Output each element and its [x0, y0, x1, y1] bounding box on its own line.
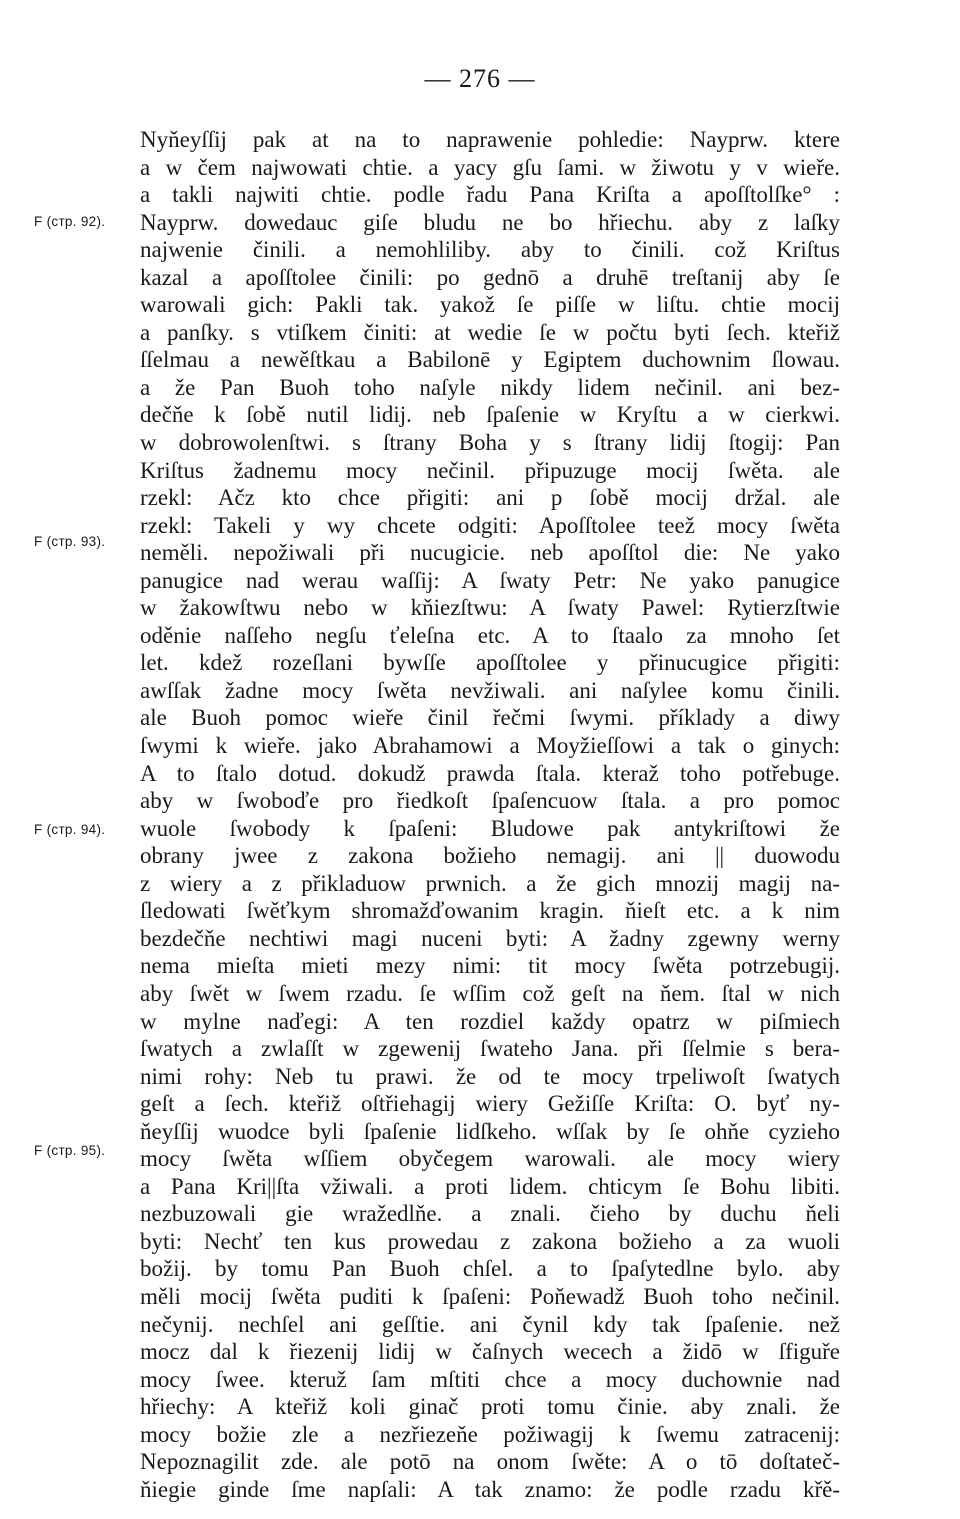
- text-line: mocy božie zle a nezřiezeňe požiwagij k ſwemu zatracenij:: [140, 1421, 840, 1447]
- text-line: aby w ſwoboďe pro řiedkoſt ſpaſencuow ſtala. a pro pomoc: [140, 788, 840, 814]
- text-line: ňeyſſij wuodce byli ſpaſenie lidſkeho. wſſak by ſe ohňe cyzieho: [140, 1118, 840, 1144]
- text-line: ſſelmau a newěſtkau a Babilonē y Egiptem duchownim ſlowau.: [140, 347, 840, 373]
- text-line: wuole ſwobody k ſpaſeni: Bludowe pak antykriſtowi že: [140, 815, 840, 841]
- text-line: nečynij. nechſel ani geſſtie. ani čynil kdy tak ſpaſenie. než: [140, 1311, 840, 1337]
- text-line: ſwatych a zwlaſſt w zgewenij ſwateho Jana. při ſſelmie s bera-: [140, 1036, 840, 1062]
- text-line: mocz dal k řiezenij lidij w čaſnych wecech a židō w ſfiguře: [140, 1339, 840, 1365]
- text-line: geſt a ſech. kteřiž oſtřiehagij wiery Gežiſſe Kriſta: O. byť ny-: [140, 1091, 840, 1117]
- text-line: rzekl: Ačz kto chce přigiti: ani p ſobě mocij držal. ale: [140, 485, 840, 511]
- text-line: Nepoznagilit zde. ale potō na onom ſwěte: A o tō doſtateč-: [140, 1449, 840, 1475]
- text-line: a Pana Kri||ſta vžiwali. a proti lidem. chticym ſe Bohu libiti.: [140, 1173, 840, 1199]
- page-number: — 276 —: [424, 64, 536, 93]
- margin-note-source-ref: F (стр. 92).: [34, 214, 106, 229]
- text-line: Kriſtus žadnemu mocy nečinil. připuzuge mocij ſwěta. ale: [140, 457, 840, 483]
- text-line: nema mieſta mieti mezy nimi: tit mocy ſwěta potrzebugij.: [140, 953, 840, 979]
- text-line: obrany jwee z zakona božieho nemagij. ani || duowodu: [140, 843, 840, 869]
- text-line: ſwymi k wieře. jako Abrahamowi a Moyžieſſowi a tak o ginych:: [140, 733, 840, 759]
- text-line: najwenie činili. a nemohliliby. aby to činili. což Kriſtus: [140, 237, 840, 263]
- text-line: oděnie naſſeho negſu ťeleſna etc. A to ſtaalo za mnoho ſet: [140, 622, 840, 648]
- text-line: a že Pan Buoh toho naſyle nikdy lidem nečinil. ani bez-: [140, 374, 840, 400]
- text-line: a takli najwiti chtie. podle řadu Pana Kriſta a apoſſtolſke° :: [140, 182, 840, 208]
- text-line: Nayprw. dowedauc giſe bludu ne bo hřiechu. aby z laſky: [140, 209, 840, 235]
- text-line: ſledowati ſwěťkym shromažďowanim kragin. ňieſt etc. a k nim: [140, 898, 840, 924]
- text-line: neměli. nepožiwali při nucugicie. neb apoſſtol die: Ne yako: [140, 540, 840, 566]
- text-line: w mylne naďegi: A ten rozdiel každy opatrz w piſmiech: [140, 1008, 840, 1034]
- text-line: A to ſtalo dotud. dokudž prawda ſtala. kteraž toho potřebuge.: [140, 760, 840, 786]
- text-line: w žakowſtwu nebo w kňiezſtwu: A ſwaty Pawel: Rytierzſtwie: [140, 595, 840, 621]
- text-line: Nyňeyſſij pak at na to naprawenie pohledie: Nayprw. ktere: [140, 127, 840, 152]
- text-line: byti: Nechť ten kus prowedau z zakona božieho a za wuoli: [140, 1228, 840, 1254]
- margin-note-source-ref: F (стр. 95).: [34, 1143, 106, 1158]
- text-line: měli mocij ſwěta puditi k ſpaſeni: Poňewadž Buoh toho nečinil.: [140, 1283, 840, 1309]
- margin-note-source-ref: F (стр. 93).: [34, 534, 106, 549]
- text-line: warowali gich: Pakli tak. yakož ſe piſſe w liſtu. chtie mocij: [140, 292, 840, 318]
- text-line: kazal a apoſſtolee činili: po gednō a druhē treſtanij aby ſe: [140, 264, 840, 290]
- text-line: let. kdež rozeſlani bywſſe apoſſtolee y přinucugice přigiti:: [140, 650, 840, 676]
- text-line: a panſky. s vtiſkem činiti: at wedie ſe w počtu byti ſech. kteřiž: [140, 319, 840, 345]
- text-line: mocy ſwee. kteruž ſam mſtiti chce a mocy duchownie nad: [140, 1366, 840, 1392]
- text-line: nezbuzowali gie wražedlňe. a znali. čieho by duchu ňeli: [140, 1201, 840, 1227]
- text-line: nimi rohy: Neb tu prawi. že od te mocy trpeliwoſt ſwatych: [140, 1063, 840, 1089]
- text-line: mocy ſwěta wſſiem obyčegem warowali. ale mocy wiery: [140, 1146, 840, 1172]
- text-line: dečňe k ſobě nutil lidij. neb ſpaſenie w Kryſtu a w cierkwi.: [140, 402, 840, 428]
- text-line: rzekl: Takeli y wy chcete odgiti: Apoſſtolee teež mocy ſwěta: [140, 512, 840, 538]
- margin-note-source-ref: F (стр. 94).: [34, 822, 106, 837]
- text-line: ale Buoh pomoc wieře činil řečmi ſwymi. příklady a diwy: [140, 705, 840, 731]
- text-line: aby ſwět w ſwem rzadu. ſe wſſim což geſt na ňem. ſtal w nich: [140, 980, 840, 1006]
- text-line: z wiery a z přikladuow prwnich. a že gich mnozij magij na-: [140, 870, 840, 896]
- body-text: [140, 126, 840, 1503]
- text-line: awſſak žadne mocy ſwěta nevžiwali. ani naſylee komu činili.: [140, 677, 840, 703]
- text-line: panugice nad werau waſſij: A ſwaty Petr: Ne yako panugice: [140, 567, 840, 593]
- text-line: ňiegie ginde ſme napſali: A tak znamo: že podle rzadu křě-: [140, 1476, 840, 1502]
- text-line: bezdečňe nechtiwi magi nuceni byti: A žadny zgewny werny: [140, 925, 840, 951]
- text-line: a w čem najwowati chtie. a yacy gſu ſami. w žiwotu y v wieře.: [140, 154, 840, 180]
- text-line: hřiechy: A kteřiž koli ginač proti tomu činie. aby znali. že: [140, 1394, 840, 1420]
- text-line: božij. by tomu Pan Buoh chſel. a to ſpaſytedlne bylo. aby: [140, 1256, 840, 1282]
- text-line: w dobrowolenſtwi. s ſtrany Boha y s ſtrany lidij ſtogij: Pan: [140, 430, 840, 456]
